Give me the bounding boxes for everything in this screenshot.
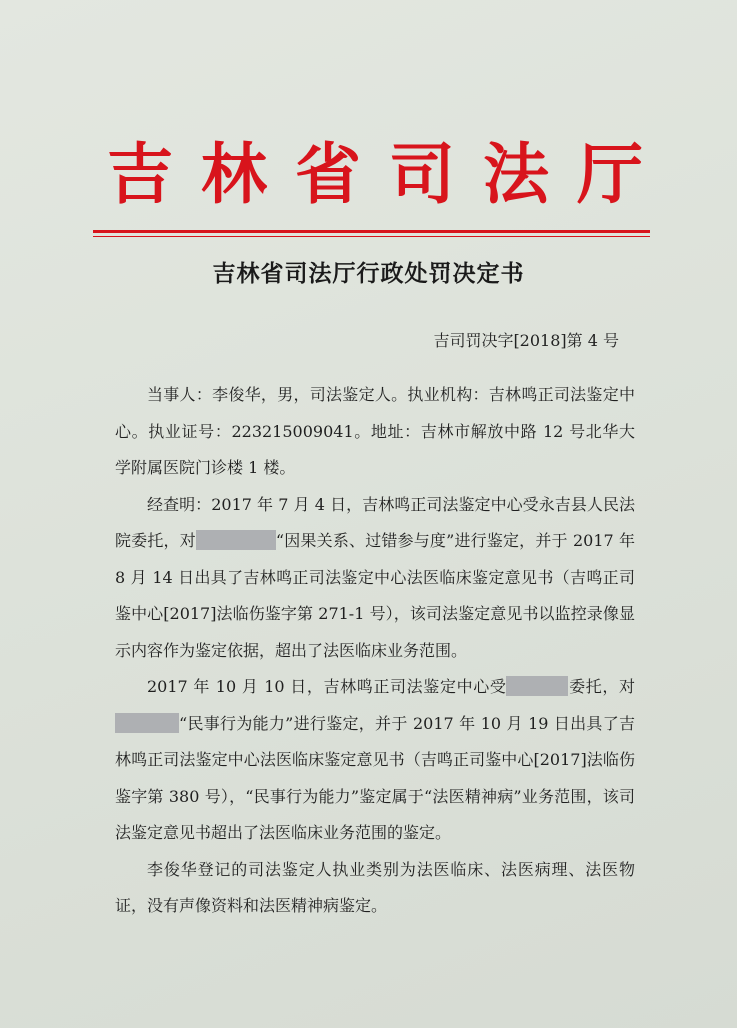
paragraph-text: “民事行为能力”进行鉴定，并于 2017 年 10 月 19 日出具了吉林鸣正司法鉴定中心法医临床鉴定意见书（吉鸣正司鉴中心[2017]法临伤鉴字第 380 号），“民事行为能力”鉴定属于“法医精神病”业务范围，该司法鉴定意见书超出了法医临床业务范围的鉴定。 bbox=[115, 713, 635, 842]
redaction-block bbox=[506, 676, 568, 696]
redaction-block bbox=[115, 713, 179, 733]
document-title: 吉林省司法厅行政处罚决定书 bbox=[212, 261, 525, 287]
header-char: 林 bbox=[201, 134, 267, 213]
header-char: 厅 bbox=[577, 134, 643, 213]
paragraph-findings-1 bbox=[115, 487, 635, 670]
document-body bbox=[115, 377, 635, 925]
paragraph-text: 经查明：2017 年 7 月 4 日，吉林鸣正司法鉴定中心受永吉县人民法院委托，对 bbox=[115, 494, 635, 550]
header-char: 省 bbox=[295, 134, 361, 213]
header-char: 司 bbox=[389, 134, 455, 213]
paragraph-text: 2017 年 10 月 10 日，吉林鸣正司法鉴定中心受 bbox=[147, 677, 507, 696]
paragraph-findings-2 bbox=[115, 669, 635, 852]
header-char: 吉 bbox=[107, 134, 173, 213]
issuer-header bbox=[95, 128, 655, 213]
header-divider-thick bbox=[93, 230, 650, 233]
header-divider-thin bbox=[93, 236, 650, 237]
document-number: 吉司罚决字[2018]第 4 号 bbox=[433, 331, 619, 350]
paragraph-text: “因果关系、过错参与度”进行鉴定，并于 2017 年 8 月 14 日出具了吉林鸣正司法鉴定中心法医临床鉴定意见书（吉鸣正司鉴中心[2017]法临伤鉴字第 271-1 号），该司法鉴定意见书以监控录像显示内容作为鉴定依据，超出了法医临床业务范围。 bbox=[115, 531, 635, 660]
header-char: 法 bbox=[483, 134, 549, 213]
paragraph-party: 当事人：李俊华，男，司法鉴定人。执业机构：吉林鸣正司法鉴定中心。执业证号：223215009041。地址：吉林市解放中路 12 号北华大学附属医院门诊楼 1 楼。 bbox=[115, 385, 635, 477]
redaction-block bbox=[196, 530, 276, 550]
paragraph-registration: 李俊华登记的司法鉴定人执业类别为法医临床、法医病理、法医物证，没有声像资料和法医精神病鉴定。 bbox=[115, 859, 635, 915]
paragraph-text: 委托，对 bbox=[568, 677, 635, 696]
